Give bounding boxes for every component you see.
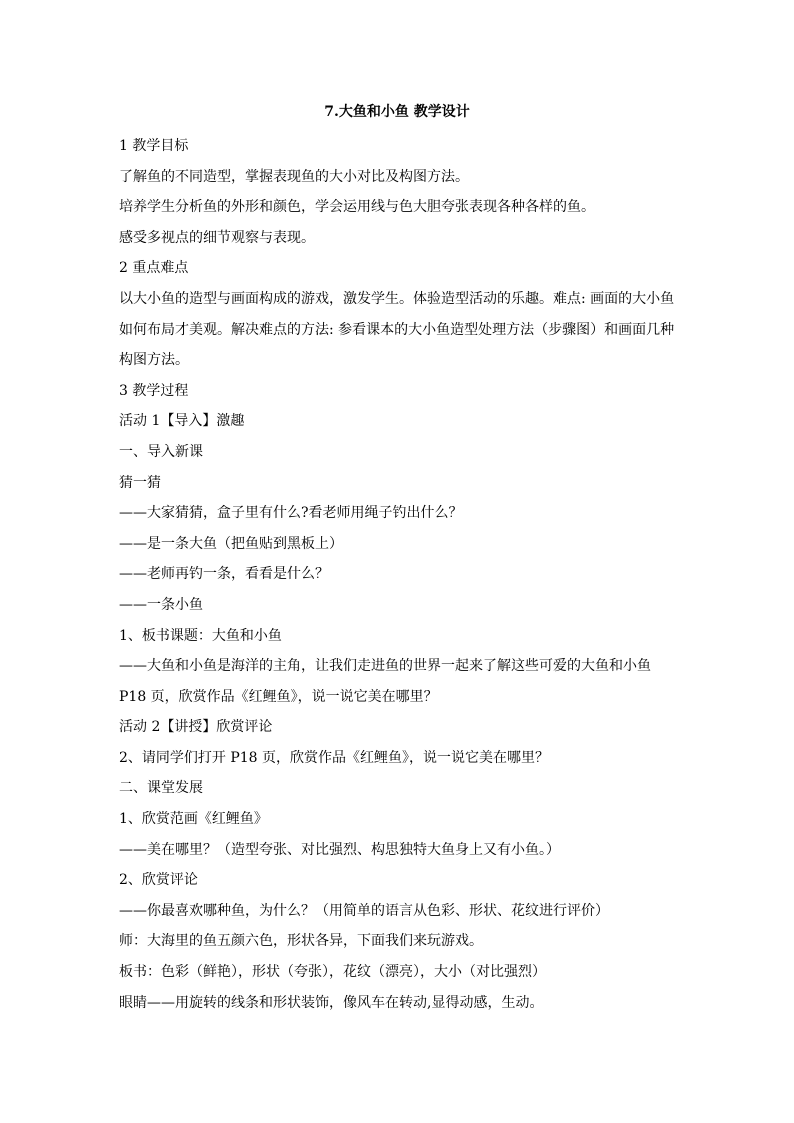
paragraph-line: 1、欣赏范画《红鲤鱼》: [119, 811, 268, 828]
section-heading-key-points: 2 重点难点: [119, 260, 189, 277]
paragraph-line: 了解鱼的不同造型，掌握表现鱼的大小对比及构图方法。: [119, 168, 469, 185]
paragraph-line: 1、板书课题：大鱼和小鱼: [119, 627, 282, 644]
paragraph-line: 以大小鱼的造型与画面构成的游戏，激发学生。体验造型活动的乐趣。难点: 画面的大小鱼: [119, 290, 675, 307]
activity-heading: 活动 2【讲授】欣赏评论: [119, 719, 273, 736]
paragraph-line: 如何布局才美观。解决难点的方法: 参看课本的大小鱼造型处理方法（步骤图）和画面几种: [119, 321, 675, 338]
paragraph-line: 构图方法。: [119, 352, 189, 369]
subsection-heading: 一、导入新课: [119, 443, 203, 460]
paragraph-line: 感受多视点的细节观察与表现。: [119, 229, 315, 246]
section-heading-objectives: 1 教学目标: [119, 138, 189, 154]
paragraph-line: 2、欣赏评论: [119, 872, 198, 889]
paragraph-line: 师：大海里的鱼五颜六色，形状各异，下面我们来玩游戏。: [119, 933, 483, 950]
dialogue-line: ——大家猜猜，盒子里有什么?看老师用绳子钓出什么？: [119, 505, 463, 522]
activity-heading: 活动 1【导入】激趣: [119, 413, 245, 430]
dialogue-line: ——是一条大鱼（把鱼贴到黑板上）: [119, 535, 343, 552]
document-body: [119, 131, 679, 1018]
document-title: 7.大鱼和小鱼 教学设计: [324, 104, 470, 120]
dialogue-line: ——老师再钓一条，看看是什么？: [119, 566, 329, 583]
dialogue-line: ——你最喜欢哪种鱼，为什么？（用简单的语言从色彩、形状、花纹进行评价）: [119, 902, 609, 919]
paragraph-line: 培养学生分析鱼的外形和颜色，学会运用线与色大胆夸张表现各种各样的鱼。: [119, 199, 595, 216]
dialogue-line: ——大鱼和小鱼是海洋的主角，让我们走进鱼的世界一起来了解这些可爱的大鱼和小鱼: [119, 658, 651, 675]
section-heading-process: 3 教学过程: [119, 382, 189, 399]
paragraph-line: 板书：色彩（鲜艳），形状（夸张），花纹（漂亮），大小（对比强烈）: [119, 964, 546, 981]
subsection-heading: 二、课堂发展: [119, 780, 203, 797]
dialogue-line: ——美在哪里？（造型夸张、对比强烈、构思独特大鱼身上又有小鱼。）: [119, 841, 560, 858]
paragraph-line: 猜一猜: [119, 474, 161, 491]
paragraph-line: 眼睛——用旋转的线条和形状装饰，像风车在转动,显得动感，生动。: [119, 994, 544, 1011]
paragraph-line: P18 页，欣赏作品《红鲤鱼》，说一说它美在哪里？: [119, 688, 438, 705]
paragraph-line: 2、请同学们打开 P18 页，欣赏作品《红鲤鱼》，说一说它美在哪里？: [119, 749, 550, 766]
dialogue-line: ——一条小鱼: [119, 596, 203, 613]
